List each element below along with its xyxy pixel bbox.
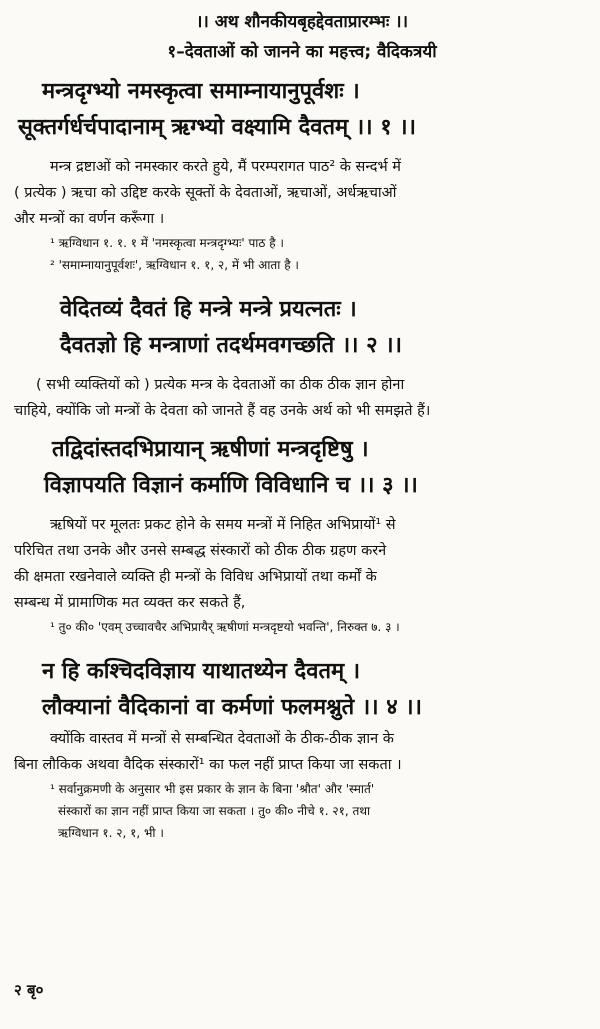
prose-2-line-1: ( सभी व्यक्तियों को ) प्रत्येक मन्त्र के देवताओं का ठीक ठीक ज्ञान होना <box>36 377 405 393</box>
page-signature: २ बृ० <box>14 981 44 999</box>
prose-2-line-2: चाहिये, क्योंकि जो मन्त्रों के देवता को जानते हैं वह उनके अर्थ को भी समझते हैं। <box>14 403 431 419</box>
prose-4-line-1: क्योंकि वास्तव में मन्त्रों से सम्बन्धित देवताओं के ठीक-ठीक ज्ञान के <box>50 731 394 747</box>
footnote-4-line-2: संस्कारों का ज्ञान नहीं प्राप्त किया जा सकता । तु० की० नीचे १. २१, तथा <box>58 804 371 818</box>
prose-4-line-2: बिना लौकिक अथवा वैदिक संस्कारों¹ का फल नहीं प्राप्त किया जा सकता । <box>14 757 402 773</box>
footnote-4-line-3: ऋग्विधान १. २, १, भी । <box>58 826 164 840</box>
prose-3-line-2: परिचित तथा उनके और उनसे सम्बद्ध संस्कारों को ठीक ठीक ग्रहण करने <box>14 543 387 559</box>
verse-4-line-1: न हि कश्चिदविज्ञाय याथातथ्येन दैवतम् । <box>42 659 361 684</box>
verse-3-line-1: तद्विदांस्तदभिप्रायान् ऋषीणां मन्त्रदृष्टिषु । <box>52 437 369 462</box>
verse-1-line-2: सूक्तर्गर्धर्चपादानाम् ऋग्भ्यो वक्ष्यामि दैवतम् ।। १ ।। <box>18 115 416 140</box>
section-heading: १–देवताओं को जानने का महत्त्व; वैदिकत्रयी <box>167 42 437 62</box>
verse-3-line-2: विज्ञापयति विज्ञानं कर्माणि विविधानि च ।। ३ ।। <box>44 473 418 498</box>
verse-1-line-1: मन्त्रदृग्भ्यो नमस्कृत्वा समाम्नायानुपूर्वशः । <box>42 79 360 104</box>
footnote-1a: ¹ ऋग्विधान १. १. १ में 'नमस्कृत्वा मन्त्रदृग्भ्यः' पाठ है । <box>50 236 284 250</box>
chapter-title: ।। अथ शौनकीयबृहद्देवताप्रारम्भः ।। <box>195 12 409 32</box>
footnote-1b: ² 'समाम्नायानुपूर्वशः', ऋग्विधान १. १, २, में भी आता है । <box>50 258 299 272</box>
footnote-4-line-1: ¹ सर्वानुक्रमणी के अनुसार भी इस प्रकार के ज्ञान के बिना 'श्रौत' और 'स्मार्त' <box>50 782 375 796</box>
verse-4-line-2: लौक्यानां वैदिकानां वा कर्मणां फलमश्नुते ।। ४ ।। <box>42 695 422 720</box>
prose-3-line-3: की क्षमता रखनेवाले व्यक्ति ही मन्त्रों के विविध अभिप्रायों तथा कर्मों के <box>14 569 377 585</box>
footnote-3: ¹ तु० की० 'एवम् उच्चावचैर अभिप्रायैर् ऋषीणां मन्त्रदृष्टयो भवन्ति', निरुक्त ७. ३ । <box>50 620 400 634</box>
verse-2-line-1: वेदितव्यं दैवतं हि मन्त्रे मन्त्रे प्रयत्नतः । <box>60 297 357 322</box>
prose-1-line-2: ( प्रत्येक ) ऋचा को उद्दिष्ट करके सूक्तों के देवताओं, ऋचाओं, अर्धऋचाओं <box>14 185 397 201</box>
prose-3-line-4: सम्बन्ध में प्रामाणिक मत व्यक्त कर सकते हैं, <box>14 595 246 611</box>
prose-3-line-1: ऋषियों पर मूलतः प्रकट होने के समय मन्त्रों में निहित अभिप्रायों¹ से <box>50 517 396 533</box>
prose-1-line-3: और मन्त्रों का वर्णन करूँगा । <box>14 211 165 227</box>
prose-1-line-1: मन्त्र द्रष्टाओं को नमस्कार करते हुये, मैं परम्परागत पाठ² के सन्दर्भ में <box>50 159 401 175</box>
verse-2-line-2: दैवतज्ञो हि मन्त्राणां तदर्थमवगच्छति ।। २ ।। <box>60 333 402 358</box>
